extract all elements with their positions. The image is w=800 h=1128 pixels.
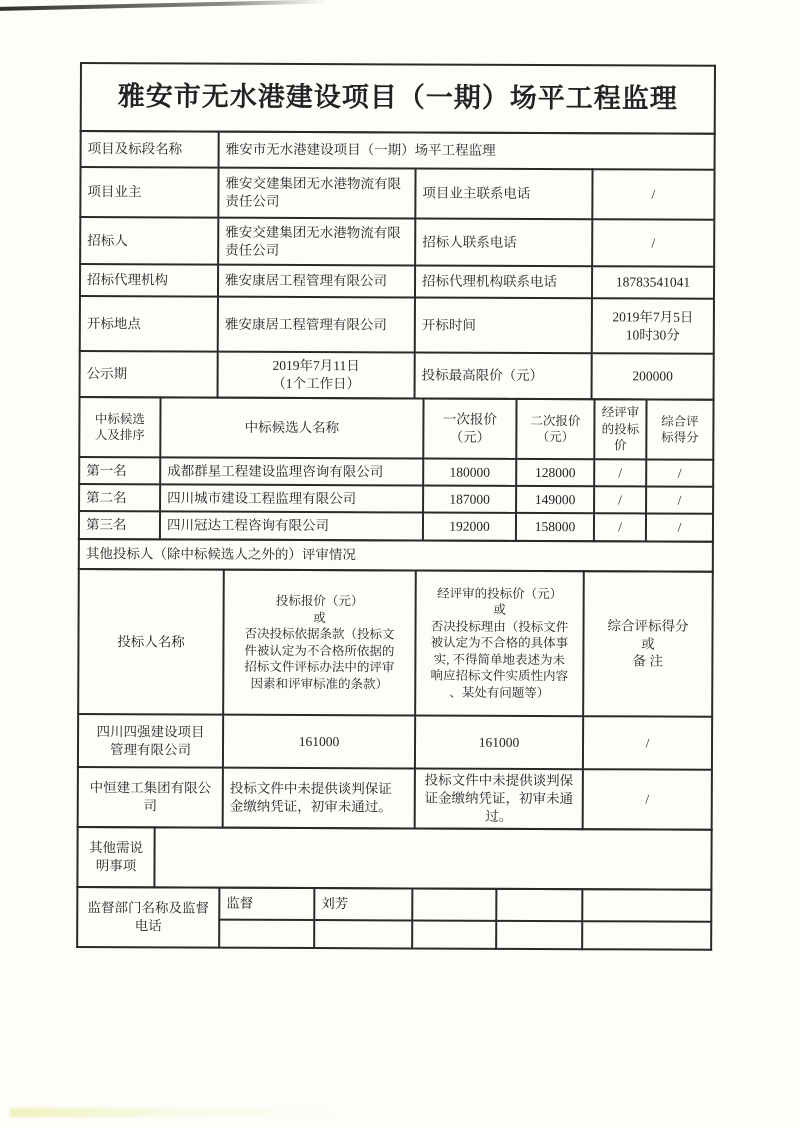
- candidate-first-bid: 180000: [423, 459, 516, 486]
- field-label-project-name: 项目及标段名称: [81, 131, 219, 168]
- candidate-name: 成都群星工程建设监理咨询有限公司: [160, 457, 423, 485]
- bidder-bid: 161000: [223, 715, 415, 769]
- empty-cell: [496, 889, 582, 921]
- field-value-agency-phone: 18783541041: [592, 266, 714, 299]
- candidate-second-bid: 128000: [516, 459, 594, 486]
- candidate-row: [79, 484, 713, 514]
- candidates-header-row: [79, 397, 713, 460]
- candidate-row: [79, 511, 713, 542]
- field-label-max-price: 投标最高限价（元）: [415, 352, 592, 399]
- col-header-second-bid: 二次报价 （元）: [516, 399, 594, 459]
- field-value-project-name: 雅安市无水港建设项目（一期）场平工程监理: [219, 132, 715, 170]
- candidate-score: /: [646, 459, 713, 486]
- candidate-name: 四川城市建设工程监理有限公司: [160, 484, 423, 512]
- bidder-reviewed: 161000: [415, 715, 583, 769]
- candidate-rank: 第一名: [79, 457, 160, 484]
- table-row: [80, 167, 714, 220]
- bidder-bid: 投标文件中未提供谈判保证 金缴纳凭证，初审未通过。: [223, 768, 415, 829]
- col-header-bid-or-rejection: 投标报价（元） 或 否决投标依据条款（投标文 件被认定为不合格所依据的 招标文件评标办法中的评审 因素和评审标准的条款）: [223, 570, 416, 716]
- title-section: [80, 62, 716, 135]
- field-label-opening-time: 开标时间: [415, 297, 592, 353]
- candidate-first-bid: 192000: [423, 513, 516, 541]
- field-value-owner: 雅安交建集团无水港物流有限责任公司: [218, 168, 415, 219]
- notes-label: 其他需说 明事项: [77, 827, 154, 887]
- table-row: [80, 351, 714, 400]
- candidate-rank: 第二名: [79, 484, 160, 511]
- candidate-name: 四川冠达工程咨询有限公司: [160, 511, 423, 540]
- bidder-score: /: [583, 716, 712, 770]
- other-bidder-row: [78, 767, 712, 830]
- candidate-score: /: [646, 513, 713, 541]
- field-value-agency: 雅安康居工程管理有限公司: [218, 265, 415, 298]
- notes-value-empty-cell: [154, 827, 711, 889]
- empty-cell: [314, 920, 412, 948]
- empty-cell: [582, 889, 711, 922]
- candidate-rank: 第三名: [79, 511, 160, 539]
- announcement-table: [76, 62, 714, 951]
- table-row: [77, 827, 711, 890]
- candidate-reviewed-price: /: [594, 459, 646, 486]
- table-row: [80, 296, 714, 354]
- col-header-rank: 中标候选 人及排序: [79, 397, 160, 457]
- bidder-reviewed: 投标文件中未提供谈判保 证金缴纳凭证，初审未通 过。: [415, 768, 583, 829]
- supervision-role: 监督: [219, 888, 314, 920]
- other-bidders-section-title: 其他投标人（除中标候选人之外的）评审情况: [79, 539, 713, 572]
- table-row: [81, 131, 715, 170]
- col-header-score-or-remark: 综合评标得分 或 备 注: [583, 571, 713, 717]
- col-header-reviewed-or-reason: 经评审的投标价（元） 或 否决投标理由（投标文件 被认定为不合格的具体事 实, 不得简单地表述为未 响应招标文件实质性内容 、某处有问题等）: [415, 570, 584, 716]
- supervision-person: 刘芳: [314, 888, 412, 920]
- other-bidders-header-row: [78, 569, 713, 717]
- col-header-bidder-name: 投标人名称: [78, 569, 224, 715]
- field-value-opening-place: 雅安康居工程管理有限公司: [218, 297, 415, 353]
- empty-cell: [582, 921, 711, 950]
- field-label-agency: 招标代理机构: [80, 264, 218, 297]
- col-header-reviewed-price: 经评审 的投标 价: [594, 399, 646, 459]
- project-info-section: [79, 130, 716, 401]
- field-label-owner-phone: 项目业主联系电话: [415, 168, 592, 219]
- other-bidder-row: [78, 714, 712, 770]
- notes-section: [76, 826, 712, 891]
- supervision-label: 监督部门名称及监督 电话: [77, 887, 219, 948]
- col-header-first-bid: 一次报价 （元）: [423, 399, 516, 459]
- supervision-row-1: [77, 887, 711, 922]
- field-label-tenderer-phone: 招标人联系电话: [415, 218, 592, 266]
- field-label-owner: 项目业主: [80, 167, 218, 218]
- candidate-reviewed-price: /: [594, 513, 646, 541]
- candidate-second-bid: 158000: [516, 513, 594, 541]
- empty-cell: [219, 920, 314, 948]
- field-value-publicity-period: 2019年7月11日 （1个工作日）: [218, 352, 415, 399]
- empty-cell: [496, 921, 582, 949]
- bidder-name: 中恒建工集团有限公 司: [78, 767, 223, 828]
- bidder-score: /: [583, 769, 712, 830]
- field-label-agency-phone: 招标代理机构联系电话: [415, 265, 592, 298]
- field-value-tenderer: 雅安交建集团无水港物流有限责任公司: [218, 218, 415, 266]
- candidate-score: /: [646, 486, 713, 513]
- candidate-first-bid: 187000: [423, 486, 516, 513]
- field-label-tenderer: 招标人: [80, 217, 218, 265]
- supervision-section: [76, 886, 712, 951]
- field-value-tenderer-phone: /: [592, 219, 714, 267]
- candidate-row: [79, 457, 713, 487]
- field-label-opening-place: 开标地点: [80, 296, 218, 352]
- table-row: [80, 217, 714, 267]
- table-row: [80, 264, 714, 299]
- field-value-max-price: 200000: [592, 353, 714, 400]
- field-value-owner-phone: /: [592, 169, 714, 220]
- empty-cell: [412, 920, 496, 948]
- candidate-reviewed-price: /: [594, 486, 646, 513]
- field-value-opening-time: 2019年7月5日 10时30分: [592, 298, 714, 354]
- scan-bottom-tint: [10, 1108, 350, 1117]
- col-header-score: 综合评 标得分: [646, 399, 713, 459]
- other-bidders-section: [77, 568, 714, 831]
- bidder-name: 四川四强建设项目 管理有限公司: [78, 714, 223, 768]
- empty-cell: [412, 888, 496, 920]
- page-title: 雅安市无水港建设项目（一期）场平工程监理: [81, 63, 715, 134]
- field-label-publicity-period: 公示期: [80, 351, 218, 398]
- col-header-candidate-name: 中标候选人名称: [160, 397, 423, 458]
- scan-paper-edge: [0, 0, 326, 11]
- candidates-section: [78, 396, 715, 543]
- candidate-second-bid: 149000: [516, 486, 594, 513]
